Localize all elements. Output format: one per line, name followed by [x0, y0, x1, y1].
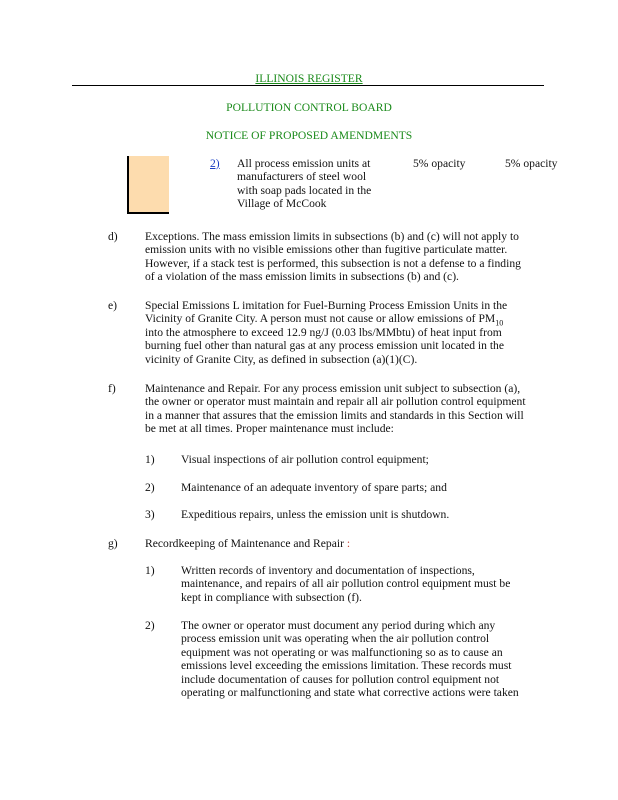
section-d-text	[145, 230, 521, 284]
section-d-marker: d)	[108, 230, 118, 243]
paragraph-line: Exceptions. The mass emission limits in subsections (b) and (c) will not apply to	[145, 230, 519, 243]
f-item-1-text: Visual inspections of air pollution control equipment;	[181, 453, 429, 466]
row-description	[237, 157, 407, 211]
paragraph-line: operating or malfunctioning and state what corrective actions were taken	[181, 686, 519, 700]
section-g-marker: g)	[108, 537, 118, 550]
pm-subscript: 10	[495, 318, 504, 328]
row-number-link[interactable]: 2)	[210, 157, 220, 170]
paragraph-line: in a manner that assures that the emission limits and standards in this Section will	[145, 408, 524, 422]
change-highlight-box	[127, 156, 169, 214]
paragraph-line: include documentation of causes for pollution control equipment not	[181, 672, 500, 686]
paragraph-line-text: Vicinity of Granite City. A person must not cause or allow emissions of PM	[145, 312, 496, 326]
section-f-marker: f)	[108, 382, 116, 395]
paragraph-line: into the atmosphere to exceed 12.9 ng/J (0.03 lbs/MMbtu) of heat input from	[145, 325, 502, 339]
notice-title: NOTICE OF PROPOSED AMENDMENTS	[205, 129, 413, 142]
f-item-2-marker: 2)	[145, 481, 155, 494]
g-item-1-text	[181, 564, 510, 604]
section-g-heading-text: Recordkeeping of Maintenance and Repair	[145, 537, 344, 550]
row-description-line: All process emission units at	[237, 157, 371, 170]
paragraph-line: burning fuel other than natural gas at any process emission unit located in the	[145, 339, 504, 353]
paragraph-line: vicinity of Granite City, as defined in subsection (a)(1)(C).	[145, 352, 418, 366]
paragraph-line: emissions level exceeding the emissions limitation. These records must	[181, 659, 512, 673]
paragraph-line: Maintenance and Repair. For any process emission unit subject to subsection (a),	[145, 382, 521, 395]
section-f-text	[145, 382, 526, 436]
f-item-1-marker: 1)	[145, 453, 155, 466]
paragraph-line: equipment was not operating or was malfunctioning so as to cause an	[181, 645, 503, 659]
section-g-heading	[145, 537, 350, 550]
row-opacity-col2: 5% opacity	[505, 157, 558, 170]
paragraph-line: the owner or operator must maintain and repair all air pollution control equipment	[145, 395, 526, 409]
section-e-text	[145, 299, 507, 366]
paragraph-line: maintenance, and repairs of all air pollution control equipment must be	[181, 577, 511, 591]
g-item-2-text	[181, 619, 519, 699]
row-opacity-col1: 5% opacity	[413, 157, 466, 170]
paragraph-line: be met at all times. Proper maintenance must include:	[145, 422, 394, 436]
board-title: POLLUTION CONTROL BOARD	[226, 101, 392, 114]
paragraph-line: emission units with no visible emissions other than fugitive particulate matter.	[145, 243, 508, 257]
row-description-line: Village of McCook	[237, 197, 327, 211]
deletion-mark: :	[346, 537, 351, 550]
paragraph-line: Written records of inventory and documentation of inspections,	[181, 564, 475, 577]
paragraph-line	[145, 312, 507, 328]
register-title: ILLINOIS REGISTER	[255, 72, 363, 85]
f-item-2-text: Maintenance of an adequate inventory of spare parts; and	[181, 481, 447, 494]
paragraph-line: kept in compliance with subsection (f).	[181, 590, 362, 604]
row-description-line: manufacturers of steel wool	[237, 170, 367, 184]
paragraph-line: of a violation of the mass emission limits in subsections (b) and (c).	[145, 270, 459, 284]
paragraph-line: The owner or operator must document any period during which any	[181, 619, 496, 632]
paragraph-line: process emission unit was operating when the air pollution control	[181, 632, 490, 646]
g-item-1-marker: 1)	[145, 564, 155, 577]
f-item-3-text: Expeditious repairs, unless the emission unit is shutdown.	[181, 508, 450, 521]
paragraph-line: Special Emissions L imitation for Fuel-Burning Process Emission Units in the	[145, 299, 508, 312]
f-item-3-marker: 3)	[145, 508, 155, 521]
g-item-2-marker: 2)	[145, 619, 155, 632]
header-rule	[72, 85, 544, 86]
row-description-line: with soap pads located in the	[237, 183, 372, 197]
section-e-marker: e)	[108, 299, 118, 312]
paragraph-line: However, if a stack test is performed, this subsection is not a defense to a finding	[145, 256, 521, 270]
